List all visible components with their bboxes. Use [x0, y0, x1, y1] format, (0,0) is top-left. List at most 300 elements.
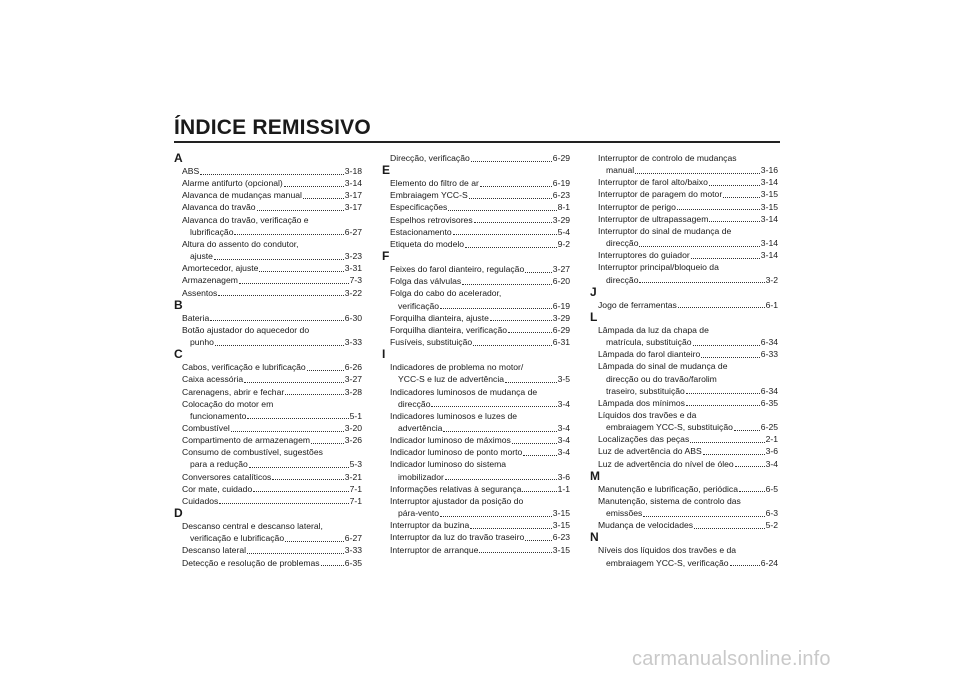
- dot-leader: [440, 308, 552, 309]
- index-page-number: 3-5: [557, 374, 570, 385]
- index-entry-text: embraiagem YCC-S, verificação: [606, 557, 729, 568]
- index-entry: [382, 201, 570, 213]
- index-entry-text: Direcção, verificação: [390, 153, 470, 163]
- index-page-number: 3-26: [344, 435, 362, 446]
- index-entry-text: Forquilha dianteira, verificação: [390, 324, 508, 335]
- index-entry: [382, 238, 570, 250]
- index-page-number: 3-15: [760, 201, 778, 212]
- index-entry-text: Folga das válvulas: [390, 276, 462, 287]
- index-entry-text: Embraiagem YCC-S: [390, 190, 468, 201]
- index-page-number: 3-6: [557, 471, 570, 482]
- dot-leader: [525, 540, 552, 541]
- index-page-number: 6-5: [765, 483, 778, 494]
- index-letter-heading: D: [174, 506, 183, 521]
- index-page-number: 3-27: [344, 374, 362, 385]
- dot-leader: [512, 443, 557, 444]
- index-letter-heading: L: [590, 309, 598, 324]
- dot-leader: [311, 443, 344, 444]
- dot-leader: [247, 553, 344, 554]
- index-page-number: 3-14: [344, 178, 362, 189]
- dot-leader: [703, 454, 765, 455]
- index-letter-heading: C: [174, 347, 183, 362]
- index-letter-heading: J: [590, 284, 597, 299]
- index-page-number: 6-31: [552, 337, 570, 348]
- index-entry-text: Lâmpada da luz da chapa de: [598, 324, 709, 335]
- index-page-number: 3-20: [344, 422, 362, 433]
- watermark: carmanualsonline.info: [632, 648, 831, 670]
- index-entry-text: ABS: [182, 166, 200, 176]
- index-page-number: 7-1: [349, 483, 362, 494]
- index-letter-heading: I: [382, 347, 386, 362]
- index-entry-text: lubrificação: [190, 226, 234, 237]
- index-entry-text: Interruptor de farol alto/baixo: [598, 177, 708, 188]
- index-entry-text: funcionamento: [190, 410, 247, 421]
- index-entry: [174, 287, 362, 299]
- index-entry-text: pára-vento: [398, 508, 440, 519]
- index-entry-text: Alavanca do travão, verificação e: [182, 214, 309, 225]
- index-entry-text: direcção ou do travão/farolim: [606, 373, 717, 384]
- dot-leader: [643, 516, 764, 517]
- index-entry: [174, 238, 362, 262]
- index-entry: [382, 189, 570, 201]
- index-entry-text: Lâmpada do farol dianteiro: [598, 349, 701, 360]
- index-page-number: 3-14: [760, 177, 778, 188]
- index-entry: [174, 434, 362, 446]
- index-page-number: 7-1: [349, 495, 362, 506]
- index-page-number: 6-19: [552, 178, 570, 189]
- dot-leader: [694, 528, 765, 529]
- index-page-number: 3-4: [557, 447, 570, 458]
- dot-leader: [210, 320, 344, 321]
- index-entry: [174, 495, 362, 507]
- dot-leader: [469, 198, 552, 199]
- index-entry-text: Interruptor de arranque: [390, 544, 479, 555]
- index-entry: [174, 214, 362, 238]
- index-entry: [590, 152, 778, 176]
- index-page-number: 6-27: [344, 533, 362, 544]
- dot-leader: [214, 259, 344, 260]
- index-entry-text: Forquilha dianteira, ajuste: [390, 312, 489, 323]
- index-page-number: 6-34: [760, 385, 778, 396]
- index-entry: [382, 287, 570, 311]
- index-entry-text: Níveis dos líquidos dos travões e da: [598, 545, 737, 556]
- index-page-number: 5-4: [557, 226, 570, 237]
- dot-leader: [480, 186, 552, 187]
- dot-leader: [219, 503, 348, 504]
- index-page-number: 6-20: [552, 276, 570, 287]
- index-entry-text: Descanso central e descanso lateral,: [182, 521, 323, 532]
- dot-leader: [490, 320, 552, 321]
- dot-leader: [215, 345, 344, 346]
- index-entry: [382, 483, 570, 495]
- index-entry-text: Manutenção, sistema de controlo das: [598, 495, 741, 506]
- dot-leader: [257, 210, 344, 211]
- index-entry-text: direcção: [398, 398, 431, 409]
- dot-leader: [690, 442, 764, 443]
- index-page-number: 6-19: [552, 300, 570, 311]
- dot-leader: [686, 393, 760, 394]
- dot-leader: [440, 516, 552, 517]
- index-entry-text: advertência: [398, 422, 443, 433]
- dot-leader: [479, 552, 551, 553]
- index-page-number: 3-23: [344, 251, 362, 262]
- index-page-number: 6-3: [765, 508, 778, 519]
- index-entry-text: verificação e lubrificação: [190, 533, 285, 544]
- index-entry: [382, 386, 570, 410]
- index-entry: [382, 410, 570, 434]
- index-entry: [590, 176, 778, 188]
- index-entry-text: emissões: [606, 508, 643, 519]
- index-page-number: 9-2: [557, 238, 570, 249]
- index-entry-text: direcção: [606, 274, 639, 285]
- dot-leader: [523, 455, 556, 456]
- dot-leader: [739, 491, 765, 492]
- index-entry: [382, 214, 570, 226]
- dot-leader: [522, 491, 556, 492]
- index-entry: [590, 360, 778, 396]
- index-column-3: [590, 152, 778, 569]
- index-letter-heading: A: [174, 151, 183, 165]
- index-entry: [174, 557, 362, 569]
- title-rule: [174, 141, 780, 143]
- index-page-number: 3-15: [760, 189, 778, 200]
- index-page-number: 5-3: [349, 459, 362, 470]
- dot-leader: [701, 357, 760, 358]
- index-entry-text: Indicadores de problema no motor/: [390, 362, 524, 373]
- index-page-number: 3-28: [344, 386, 362, 397]
- index-entry: [174, 446, 362, 470]
- dot-leader: [453, 234, 557, 235]
- index-letter-heading: E: [382, 163, 391, 178]
- index-entry: [590, 409, 778, 433]
- index-entry-text: Indicadores luminosos e luzes de: [390, 410, 518, 421]
- index-letter-heading: B: [174, 297, 183, 312]
- dot-leader: [462, 284, 552, 285]
- index-entry-text: imobilizador: [398, 471, 444, 482]
- index-page-number: 3-29: [552, 312, 570, 323]
- index-page-number: 3-29: [552, 214, 570, 225]
- page-title: ÍNDICE REMISSIVO: [174, 116, 371, 139]
- index-entry-text: Interruptor da buzina: [390, 520, 470, 531]
- index-entry: [382, 263, 570, 275]
- index-entry: [174, 386, 362, 398]
- index-entry-text: Interruptor do sinal de mudança de: [598, 225, 732, 236]
- index-entry: [590, 445, 778, 457]
- index-entry-text: Caixa acessória: [182, 374, 244, 385]
- index-entry: [174, 422, 362, 434]
- index-entry-text: Jogo de ferramentas: [598, 299, 677, 310]
- index-entry: [382, 177, 570, 189]
- index-entry-text: Líquidos dos travões e da: [598, 409, 697, 420]
- index-entry-text: Interruptor principal/bloqueio da: [598, 262, 719, 273]
- index-entry: [174, 201, 362, 213]
- index-page-number: 3-22: [344, 287, 362, 298]
- index-page-number: 6-23: [552, 190, 570, 201]
- index-entry-text: direcção: [606, 238, 639, 249]
- index-entry-text: Alavanca do travão: [182, 202, 256, 213]
- index-entry-text: Colocação do motor em: [182, 398, 274, 409]
- index-entry: [382, 324, 570, 336]
- dot-leader: [321, 565, 344, 566]
- index-entry-text: Indicador luminoso do sistema: [390, 459, 507, 470]
- index-entry: [382, 361, 570, 385]
- index-entry: [590, 433, 778, 445]
- index-entry: [174, 262, 362, 274]
- index-entry: [174, 471, 362, 483]
- index-page-number: 3-14: [760, 213, 778, 224]
- index-entry: [174, 544, 362, 556]
- dot-leader: [272, 479, 343, 480]
- index-entry: [590, 458, 778, 470]
- dot-leader: [259, 271, 343, 272]
- index-page-number: 6-34: [760, 337, 778, 348]
- dot-leader: [508, 332, 552, 333]
- dot-leader: [231, 431, 344, 432]
- index-entry-text: ajuste: [190, 251, 213, 262]
- index-entry: [382, 434, 570, 446]
- dot-leader: [448, 210, 556, 211]
- index-letter-heading: F: [382, 249, 390, 264]
- index-entry-text: Combustível: [182, 422, 230, 433]
- index-page-number: 6-25: [760, 422, 778, 433]
- index-entry: [590, 397, 778, 409]
- dot-leader: [473, 345, 552, 346]
- index-entry-text: Consumo de combustível, sugestões: [182, 447, 323, 458]
- index-entry-text: Interruptor ajustador da posição do: [390, 495, 524, 506]
- index-entry: [174, 483, 362, 495]
- index-page-number: 2-1: [765, 434, 778, 445]
- dot-leader: [723, 197, 760, 198]
- index-entry: [174, 361, 362, 373]
- index-page-number: 3-18: [344, 166, 362, 176]
- index-entry-text: Interruptor de paragem do motor: [598, 189, 723, 200]
- index-entry-text: Luz de advertência do ABS: [598, 446, 702, 457]
- index-entry: [174, 324, 362, 348]
- dot-leader: [734, 430, 760, 431]
- index-entry: [174, 520, 362, 544]
- dot-leader: [285, 541, 344, 542]
- index-entry-text: Altura do assento do condutor,: [182, 238, 299, 249]
- index-entry-text: verificação: [398, 300, 440, 311]
- index-entry-text: Interruptor de controlo de mudanças: [598, 153, 737, 163]
- index-entry: [382, 519, 570, 531]
- index-entry-text: Etiqueta do modelo: [390, 238, 465, 249]
- index-entry-text: Indicadores luminosos de mudança de: [390, 386, 538, 397]
- index-page-number: 3-4: [557, 435, 570, 446]
- dot-leader: [686, 405, 760, 406]
- index-page-number: 6-30: [344, 312, 362, 323]
- index-entry: [590, 519, 778, 531]
- index-entry-text: Especificações: [390, 202, 448, 213]
- index-entry-text: Cor mate, cuidado: [182, 483, 253, 494]
- index-entry-text: Bateria: [182, 312, 210, 323]
- index-column-1: [174, 152, 362, 569]
- index-column-2: [382, 152, 570, 556]
- index-entry: [174, 189, 362, 201]
- index-page-number: 7-3: [349, 275, 362, 286]
- index-entry-text: Interruptor da luz do travão traseiro: [390, 532, 525, 543]
- index-entry: [590, 261, 778, 285]
- index-entry: [590, 544, 778, 568]
- index-page-number: 3-17: [344, 190, 362, 201]
- dot-leader: [431, 406, 556, 407]
- dot-leader: [285, 394, 344, 395]
- index-page-number: 6-1: [765, 299, 778, 310]
- dot-leader: [218, 295, 343, 296]
- index-page-number: 3-4: [557, 422, 570, 433]
- dot-leader: [691, 258, 760, 259]
- index-entry-text: Cuidados: [182, 495, 219, 506]
- index-page-number: 6-24: [760, 557, 778, 568]
- index-entry: [590, 213, 778, 225]
- index-entry: [382, 226, 570, 238]
- index-page-number: 6-23: [552, 532, 570, 543]
- index-entry-text: Carenagens, abrir e fechar: [182, 386, 285, 397]
- dot-leader: [677, 209, 760, 210]
- index-page-number: 3-14: [760, 238, 778, 249]
- index-entry: [174, 373, 362, 385]
- index-entry-text: YCC-S e luz de advertência: [398, 374, 505, 385]
- index-entry-text: Interruptor de perigo: [598, 201, 676, 212]
- dot-leader: [284, 186, 344, 187]
- index-page-number: 3-27: [552, 264, 570, 275]
- dot-leader: [303, 198, 344, 199]
- index-entry-text: Lâmpada do sinal de mudança de: [598, 361, 728, 372]
- dot-leader: [239, 283, 349, 284]
- index-entry-text: matrícula, substituição: [606, 337, 692, 348]
- index-page-number: 3-15: [552, 520, 570, 531]
- dot-leader: [735, 466, 765, 467]
- index-entry: [174, 177, 362, 189]
- index-entry-text: Lâmpada dos mínimos: [598, 397, 685, 408]
- index-entry-text: Botão ajustador do aquecedor do: [182, 324, 310, 335]
- index-entry-text: Mudança de velocidades: [598, 520, 694, 531]
- index-entry: [382, 152, 570, 164]
- index-page-number: 3-14: [760, 250, 778, 261]
- index-entry: [590, 299, 778, 311]
- index-page-number: 3-21: [344, 471, 362, 482]
- index-entry-text: manual: [606, 165, 635, 176]
- index-entry-text: Cabos, verificação e lubrificação: [182, 362, 306, 373]
- index-entry-text: Compartimento de armazenagem: [182, 435, 311, 446]
- index-page-number: 6-33: [760, 349, 778, 360]
- index-entry-text: Indicador luminoso de máximos: [390, 435, 511, 446]
- index-entry-text: traseiro, substituição: [606, 385, 685, 396]
- index-page-number: 3-17: [344, 202, 362, 213]
- index-entry-text: Elemento do filtro de ar: [390, 178, 479, 189]
- dot-leader: [709, 185, 760, 186]
- index-entry-text: Armazenagem: [182, 275, 238, 286]
- dot-leader: [445, 479, 557, 480]
- index-entry-text: Estacionamento: [390, 226, 452, 237]
- index-entry-text: Alarme antifurto (opcional): [182, 178, 283, 189]
- index-page-number: 3-33: [344, 545, 362, 556]
- index-entry: [382, 458, 570, 482]
- dot-leader: [471, 161, 552, 162]
- index-entry: [590, 201, 778, 213]
- dot-leader: [693, 345, 760, 346]
- dot-leader: [244, 382, 344, 383]
- index-page-number: 5-2: [765, 520, 778, 531]
- dot-leader: [709, 221, 759, 222]
- index-entry-text: Assentos: [182, 287, 218, 298]
- index-entry-text: Espelhos retrovisores: [390, 214, 473, 225]
- index-page-number: 3-33: [344, 337, 362, 348]
- dot-leader: [678, 307, 765, 308]
- dot-leader: [730, 565, 760, 566]
- index-page-number: 8-1: [557, 202, 570, 213]
- index-entry: [382, 544, 570, 556]
- dot-leader: [307, 370, 344, 371]
- index-entry-text: Conversores catalíticos: [182, 471, 272, 482]
- index-entry-text: para a redução: [190, 459, 248, 470]
- index-page-number: 6-27: [344, 226, 362, 237]
- index-page-number: 6-35: [344, 557, 362, 568]
- index-page-number: 6-26: [344, 362, 362, 373]
- index-entry-text: Manutenção e lubrificação, periódica: [598, 483, 738, 494]
- index-entry: [382, 336, 570, 348]
- dot-leader: [247, 418, 348, 419]
- index-entry-text: Luz de advertência do nível de óleo: [598, 458, 734, 469]
- index-page-number: 6-35: [760, 397, 778, 408]
- index-entry: [174, 398, 362, 422]
- dot-leader: [249, 467, 349, 468]
- index-page-number: 3-4: [557, 398, 570, 409]
- dot-leader: [635, 173, 760, 174]
- dot-leader: [525, 272, 552, 273]
- index-entry-text: Interruptor de ultrapassagem: [598, 213, 709, 224]
- index-entry: [590, 188, 778, 200]
- index-entry: [174, 274, 362, 286]
- dot-leader: [639, 282, 764, 283]
- index-entry: [382, 531, 570, 543]
- index-page-number: 3-15: [552, 508, 570, 519]
- dot-leader: [505, 382, 557, 383]
- index-entry: [382, 312, 570, 324]
- index-page-number: 5-1: [349, 410, 362, 421]
- index-entry: [590, 495, 778, 519]
- index-entry-text: Descanso lateral: [182, 545, 247, 556]
- index-entry-text: Informações relativas à segurança: [390, 483, 522, 494]
- index-entry-text: Localizações das peças: [598, 434, 690, 445]
- index-page-number: 3-16: [760, 165, 778, 176]
- dot-leader: [443, 431, 556, 432]
- index-page-number: 3-2: [765, 274, 778, 285]
- index-entry: [174, 165, 362, 177]
- index-entry: [590, 348, 778, 360]
- dot-leader: [465, 247, 557, 248]
- dot-leader: [200, 174, 344, 175]
- index-entry-text: embraiagem YCC-S, substituição: [606, 422, 733, 433]
- index-entry: [382, 495, 570, 519]
- index-entry-text: Amortecedor, ajuste: [182, 263, 259, 274]
- index-entry-text: Indicador luminoso de ponto morto: [390, 447, 523, 458]
- dot-leader: [639, 246, 759, 247]
- index-entry-text: Feixes do farol dianteiro, regulação: [390, 264, 525, 275]
- index-entry: [590, 483, 778, 495]
- index-page-number: 1-1: [557, 483, 570, 494]
- index-page-number: 3-31: [344, 263, 362, 274]
- index-entry-text: Detecção e resolução de problemas: [182, 557, 320, 568]
- index-entry: [382, 275, 570, 287]
- index-page-number: 3-4: [765, 458, 778, 469]
- index-page-number: 3-15: [552, 544, 570, 555]
- index-entry: [590, 225, 778, 249]
- index-page-number: 6-29: [552, 324, 570, 335]
- dot-leader: [474, 222, 552, 223]
- index-entry-text: Folga do cabo do acelerador,: [390, 288, 502, 299]
- index-entry-text: Alavanca de mudanças manual: [182, 190, 302, 201]
